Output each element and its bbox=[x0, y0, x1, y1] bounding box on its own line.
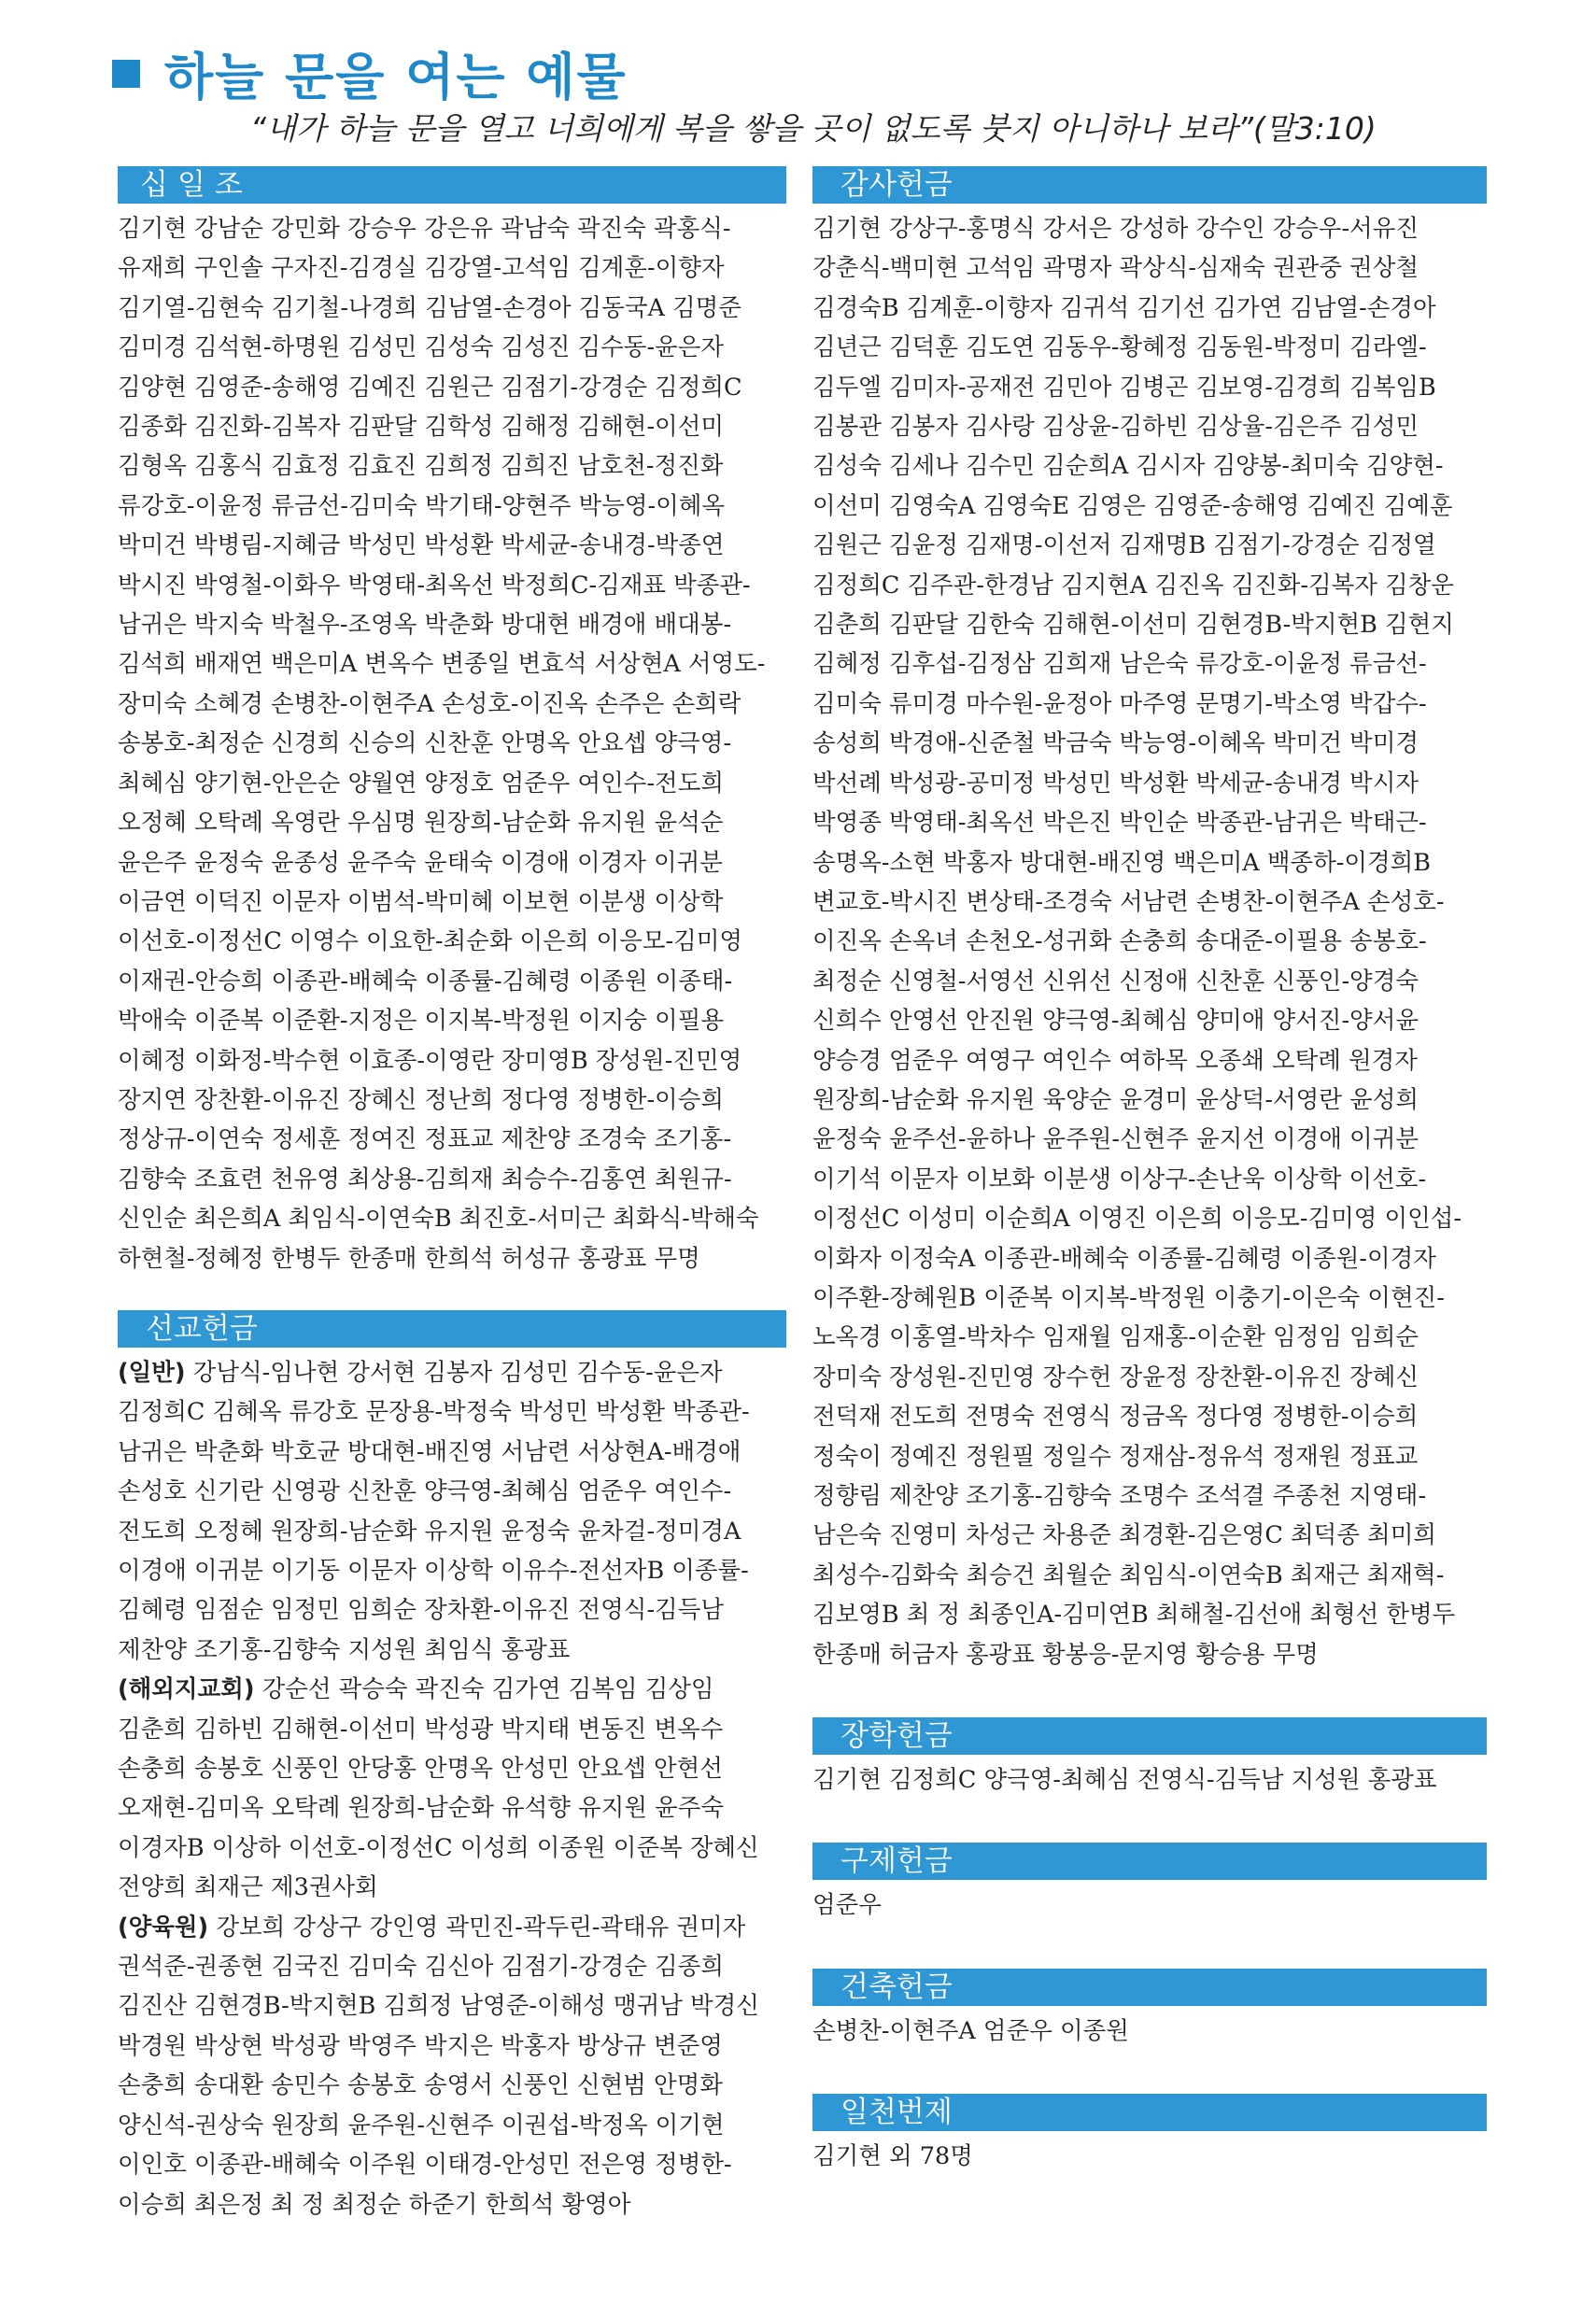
relief-section bbox=[812, 1843, 1487, 1925]
scholarship-names: 김기현 김정희C 양극영-최혜심 전영식-김득남 지성원 홍광표 bbox=[812, 1766, 1437, 1795]
title-square-icon bbox=[112, 60, 140, 88]
tithe-names: 김기현 강남순 강민화 강승우 강은유 곽남숙 곽진숙 곽홍식-유재희 구인솔 구자진-김경실 김강열-고석임 김계훈-이향자 김기열-김현숙 김기철-나경희 김남열-손경아 김동국A 김명준 김미경 김석현-하명원 김성민 김성숙 김성진 김수동-윤은자 김양현 김영준-송해영 김예진 김원근 김점기-강경순 김정희C 김종화 김진화-김복자 김판달 김학성 김해정 김해현-이선미 김형옥 김홍식 김효정 김효진 김희정 김희진 남호천-정진화 류강호-이윤정 류금선-김미숙 박기태-양현주 박능영-이혜옥 박미건 박병림-지혜금 박성민 박성환 박세균-송내경-박종연 박시진 박영철-이화우 박영태-최옥선 박정희C-김재표 박종관-남귀은 박지숙 박철우-조영옥 박춘화 방대현 배경애 배대봉-김석희 배재연 백은미A 변옥수 변종일 변효석 서상현A 서영도-장미숙 소혜경 손병찬-이현주A 손성호-이진옥 손주은 손희락 송봉호-최정순 신경희 신승의 신찬훈 안명옥 안요셉 양극영-최혜심 양기현-안은순 양월연 양정호 엄준우 여인수-전도희 오정혜 오탁례 옥영란 우심명 원장희-남순화 유지원 윤석순 윤은주 윤정숙 윤종성 윤주숙 윤태숙 이경애 이경자 이귀분 이금연 이덕진 이문자 이범석-박미혜 이보현 이분생 이상학 이선호-이정선C 이영수 이요한-최순화 이은희 이응모-김미영 이재권-안승희 이종관-배혜숙 이종률-김혜령 이종원 이종태-박애숙 이준복 이준환-지정은 이지복-박정원 이지숭 이필용 이혜정 이화정-박수현 이효종-이영란 장미영B 장성원-진민영 장지연 장찬환-이유진 장혜신 정난희 정다영 정병한-이승희 정상규-이연숙 정세훈 정여진 정표교 제찬양 조경숙 조기홍-김향숙 조효련 천유영 최상용-김희재 최승수-김홍연 최원규-신인순 최은희A 최임식-이연숙B 최진호-서미근 최화식-박해숙 하현철-정혜정 한병두 한종매 한희석 허성규 홍광표 무명 bbox=[118, 215, 766, 1273]
scripture-quote: “내가 하늘 문을 열고 너희에게 복을 쌓을 곳이 없도록 붓지 아니하나 보라”(말3:10) bbox=[250, 110, 1377, 147]
ilcheon-names: 김기현 외 78명 bbox=[812, 2142, 973, 2171]
scholarship-heading: 장학헌금 bbox=[812, 1717, 1487, 1755]
thanks-section bbox=[812, 166, 1487, 1674]
ilcheon-section bbox=[812, 2094, 1487, 2176]
tithe-heading: 십일조 bbox=[118, 166, 786, 204]
scholarship-section bbox=[812, 1717, 1487, 1800]
missions-heading: 선교헌금 bbox=[118, 1310, 786, 1348]
ilcheon-heading: 일천번제 bbox=[812, 2094, 1487, 2131]
right-column bbox=[812, 166, 1487, 2209]
thanks-names: 김기현 강상구-홍명식 강서은 강성하 강수인 강승우-서유진 강춘식-백미현 고석임 곽명자 곽상식-심재숙 권관중 권상철 김경숙B 김계훈-이향자 김귀석 김기선 김가연 김남열-손경아 김년근 김덕훈 김도연 김동우-황혜정 김동원-박정미 김라엘-김두엘 김미자-공재전 김민아 김병곤 김보영-김경희 김복임B 김봉관 김봉자 김사랑 김상윤-김하빈 김상율-김은주 김성민 김성숙 김세나 김수민 김순희A 김시자 김양봉-최미숙 김양현-이선미 김영숙A 김영숙E 김영은 김영준-송해영 김예진 김예훈 김원근 김윤정 김재명-이선저 김재명B 김점기-강경순 김정열 김정희C 김주관-한경남 김지현A 김진옥 김진화-김복자 김창운 김춘희 김판달 김한숙 김해현-이선미 김현경B-박지현B 김현지 김혜정 김후섭-김정삼 김희재 남은숙 류강호-이윤정 류금선-김미숙 류미경 마수원-윤정아 마주영 문명기-박소영 박갑수-송성희 박경애-신준철 박금숙 박능영-이혜옥 박미건 박미경 박선례 박성광-공미정 박성민 박성환 박세균-송내경 박시자 박영종 박영태-최옥선 박은진 박인순 박종관-남귀은 박태근-송명옥-소현 박홍자 방대현-배진영 백은미A 백종하-이경희B 변교호-박시진 변상태-조경숙 서남련 손병찬-이현주A 손성호-이진옥 손옥녀 손천오-성귀화 손충희 송대준-이필용 송봉호-최정순 신영철-서영선 신위선 신정애 신찬훈 신풍인-양경숙 신희수 안영선 안진원 양극영-최혜심 양미애 양서진-양서윤 양승경 엄준우 여영구 여인수 여하목 오종쇄 오탁례 원경자 원장희-남순화 유지원 육양순 윤경미 윤상덕-서영란 윤성희 윤정숙 윤주선-윤하나 윤주원-신현주 윤지선 이경애 이귀분 이기석 이문자 이보화 이분생 이상구-손난욱 이상학 이선호-이정선C 이성미 이순희A 이영진 이은희 이응모-김미영 이인섭-이화자 이정숙A 이종관-배혜숙 이종률-김혜령 이종원-이경자 이주환-장혜원B 이준복 이지복-박정원 이충기-이은숙 이현진-노옥경 이홍열-박차수 임재월 임재홍-이순환 임정임 임희순 장미숙 장성원-진민영 장수헌 장윤정 장찬환-이유진 장혜신 전덕재 전도희 전명숙 전영식 정금옥 정다영 정병한-이승희 정숙이 정예진 정원필 정일수 정재삼-정유석 정재원 정표교 정향림 제찬양 조기홍-김향숙 조명수 조석결 주종천 지영태-남은숙 진영미 차성근 차용준 최경환-김은영C 최덕종 최미희 최성수-김화숙 최승건 최월순 최임식-이연숙B 최재근 최재혁-김보영B 최 정 최종인A-김미연B 최해철-김선애 최형선 한병두 한종매 허금자 홍광표 황봉응-문지영 황승용 무명 bbox=[812, 215, 1462, 1669]
general-label: (일반) bbox=[118, 1358, 186, 1387]
building-names: 손병찬-이현주A 엄준우 이종원 bbox=[812, 2016, 1129, 2045]
nursing-names: 강보희 강상구 강인영 곽민진-곽두린-곽태유 권미자 권석준-권종현 김국진 김미숙 김신아 김점기-강경순 김종희 김진산 김현경B-박지현B 김희정 남영준-이해성 맹귀남 박경신 박경원 박상현 박성광 박영주 박지은 박홍자 방상규 변준영 손충희 송대환 송민수 송봉호 송영서 신풍인 신현범 안명화 양신석-권상숙 원장희 윤주원-신현주 이권섭-박정옥 이기현 이인호 이종관-배혜숙 이주원 이태경-안성민 전은영 정병한-이승희 최은정 최 정 최정순 하준기 한희석 황영아 bbox=[118, 1913, 759, 2219]
overseas-label: (해외지교회) bbox=[118, 1675, 255, 1704]
nursing-label: (양육원) bbox=[118, 1913, 209, 1942]
building-heading: 건축헌금 bbox=[812, 1969, 1487, 2006]
missions-general bbox=[118, 1353, 786, 1670]
missions-overseas bbox=[118, 1670, 786, 1907]
title-row bbox=[112, 37, 628, 109]
missions-section bbox=[118, 1310, 786, 2224]
overseas-names: 강순선 곽승숙 곽진숙 김가연 김복임 김상임 김춘희 김하빈 김해현-이선미 박성광 박지태 변동진 변옥수 손충희 송봉호 신풍인 안당홍 안명옥 안성민 안요셉 안현선 오재현-김미옥 오탁례 원장희-남순화 유석향 유지원 윤주숙 이경자B 이상하 이선호-이정선C 이성희 이종원 이준복 장혜신 전양희 최재근 제3권사회 bbox=[118, 1675, 759, 1902]
general-names: 강남식-임나현 강서현 김봉자 김성민 김수동-윤은자 김정희C 김혜옥 류강호 문장용-박정숙 박성민 박성환 박종관-남귀은 박춘화 박호균 방대현-배진영 서남련 서상현A-배경애 손성호 신기란 신영광 신찬훈 양극영-최혜심 엄준우 여인수-전도희 오정혜 원장희-남순화 유지원 윤정숙 윤차걸-정미경A 이경애 이귀분 이기동 이문자 이상학 이유수-전선자B 이종률-김혜령 임점순 임정민 임희순 장차환-이유진 전영식-김득남 제찬양 조기홍-김향숙 지성원 최임식 홍광표 bbox=[118, 1358, 750, 1664]
relief-names: 엄준우 bbox=[812, 1891, 882, 1920]
tithe-section bbox=[118, 166, 786, 1278]
relief-heading: 구제헌금 bbox=[812, 1843, 1487, 1880]
building-section bbox=[812, 1969, 1487, 2051]
missions-nursing bbox=[118, 1908, 786, 2224]
page-title: 하늘 문을 여는 예물 bbox=[164, 48, 628, 106]
left-column bbox=[118, 166, 786, 2256]
thanks-heading: 감사헌금 bbox=[812, 166, 1487, 204]
